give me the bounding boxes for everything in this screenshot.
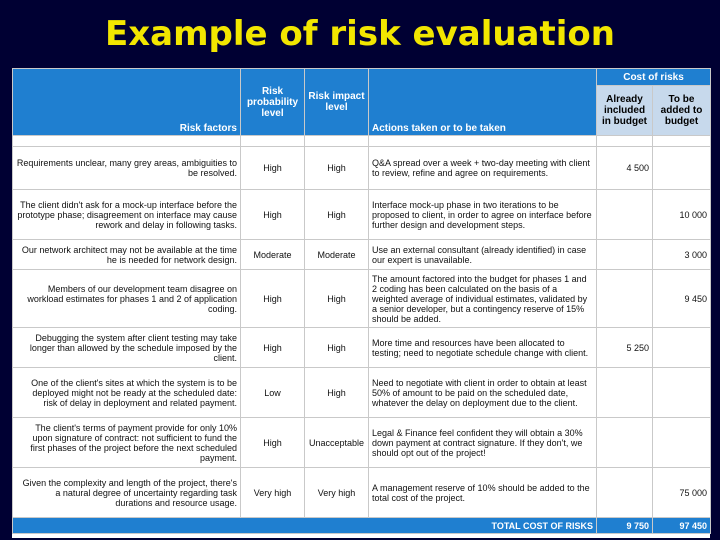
probability-cell: High <box>241 328 305 368</box>
to-be-added-cell <box>653 147 711 190</box>
already-included-cell: 5 250 <box>597 328 653 368</box>
header-risk-factors: Risk factors <box>13 69 241 136</box>
to-be-added-cell: 3 000 <box>653 240 711 270</box>
total-cost-label: TOTAL COST OF RISKS <box>13 518 597 534</box>
to-be-added-cell: 10 000 <box>653 190 711 240</box>
impact-cell: Very high <box>305 468 369 518</box>
impact-cell: Unacceptable <box>305 418 369 468</box>
impact-cell: High <box>305 368 369 418</box>
risk-factor-cell: One of the client's sites at which the system is to be deployed might not be ready at the scheduled date: risk of delay in deployment and related payment. <box>13 368 241 418</box>
to-be-added-cell: 75 000 <box>653 468 711 518</box>
table-row <box>13 270 711 328</box>
to-be-added-cell: 9 450 <box>653 270 711 328</box>
action-cell: More time and resources have been allocated to testing; need to negotiate schedule change with client. <box>369 328 597 368</box>
action-cell: Q&A spread over a week + two-day meeting with client to review, refine and agree on requirements. <box>369 147 597 190</box>
probability-cell: High <box>241 147 305 190</box>
risk-factor-cell: The client didn't ask for a mock-up interface before the prototype phase; disagreement on interface may cause rework and delay in following tasks. <box>13 190 241 240</box>
action-cell: The amount factored into the budget for phases 1 and 2 coding has been calculated on the basis of a weighted average of individual estimates, validated by a senior developer, but a contingency reserve of 15% should be added. <box>369 270 597 328</box>
risk-factor-cell: The client's terms of payment provide for only 10% upon signature of contract: not sufficient to fund the first phases of the project before the next scheduled payment. <box>13 418 241 468</box>
already-included-cell <box>597 240 653 270</box>
risk-factor-cell: Members of our development team disagree on workload estimates for phases 1 and 2 of application coding. <box>13 270 241 328</box>
slide-title: Example of risk evaluation <box>105 14 615 54</box>
table-row <box>13 328 711 368</box>
already-included-cell <box>597 418 653 468</box>
header-probability: Risk probability level <box>241 69 305 136</box>
action-cell: Interface mock-up phase in two iterations to be proposed to client, in order to agree on interface before further design and development steps. <box>369 190 597 240</box>
header-to-be-added: To be added to budget <box>653 86 711 136</box>
already-included-cell <box>597 368 653 418</box>
total-to-be-added: 97 450 <box>653 518 711 534</box>
table-row <box>13 368 711 418</box>
probability-cell: Low <box>241 368 305 418</box>
impact-cell: High <box>305 328 369 368</box>
risk-factor-cell: Debugging the system after client testing may take longer than allowed by the schedule imposed by the client. <box>13 328 241 368</box>
already-included-cell <box>597 468 653 518</box>
to-be-added-cell <box>653 418 711 468</box>
risk-evaluation-table <box>12 68 711 534</box>
risk-factor-cell: Our network architect may not be available at the time he is needed for network design. <box>13 240 241 270</box>
probability-cell: Very high <box>241 468 305 518</box>
risk-factor-cell: Requirements unclear, many grey areas, ambiguities to be resolved. <box>13 147 241 190</box>
header-cost-of-risks: Cost of risks <box>597 69 711 86</box>
impact-cell: High <box>305 270 369 328</box>
table-row <box>13 147 711 190</box>
probability-cell: High <box>241 190 305 240</box>
probability-cell: Moderate <box>241 240 305 270</box>
spacer-row <box>13 136 711 147</box>
impact-cell: High <box>305 147 369 190</box>
impact-cell: High <box>305 190 369 240</box>
risk-table-sheet <box>12 68 710 538</box>
header-impact: Risk impact level <box>305 69 369 136</box>
action-cell: Need to negotiate with client in order to obtain at least 50% of amount to be paid on the scheduled date, whatever the delay on deployment due to the client. <box>369 368 597 418</box>
total-row <box>13 518 711 534</box>
probability-cell: High <box>241 418 305 468</box>
action-cell: A management reserve of 10% should be added to the total cost of the project. <box>369 468 597 518</box>
already-included-cell: 4 500 <box>597 147 653 190</box>
header-actions: Actions taken or to be taken <box>369 69 597 136</box>
total-already-included: 9 750 <box>597 518 653 534</box>
action-cell: Legal & Finance feel confident they will obtain a 30% down payment at contract signature. If they don't, we should opt out of the project! <box>369 418 597 468</box>
header-already-included: Already included in budget <box>597 86 653 136</box>
to-be-added-cell <box>653 368 711 418</box>
table-row <box>13 240 711 270</box>
action-cell: Use an external consultant (already identified) in case our expert is unavailable. <box>369 240 597 270</box>
table-row <box>13 418 711 468</box>
to-be-added-cell <box>653 328 711 368</box>
already-included-cell <box>597 270 653 328</box>
probability-cell: High <box>241 270 305 328</box>
risk-factor-cell: Given the complexity and length of the project, there's a natural degree of uncertainty regarding task durations and resource usage. <box>13 468 241 518</box>
table-row <box>13 468 711 518</box>
impact-cell: Moderate <box>305 240 369 270</box>
table-row <box>13 190 711 240</box>
already-included-cell <box>597 190 653 240</box>
